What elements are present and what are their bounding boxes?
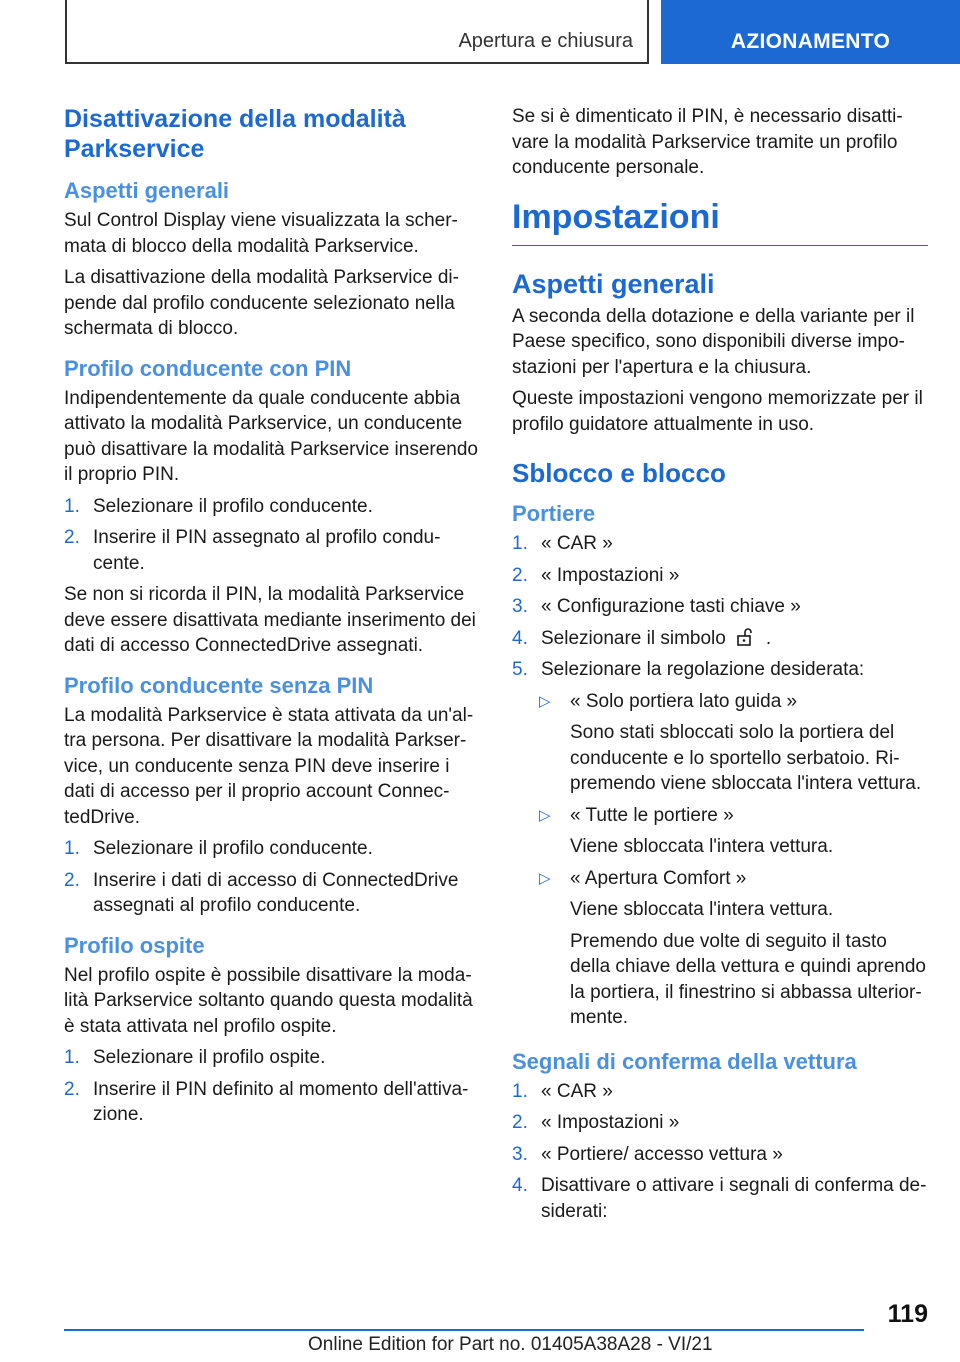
option-item [512, 866, 928, 892]
list-item-text: Selezionare il profilo conducente. [93, 838, 373, 859]
numbered-list [512, 1079, 928, 1225]
list-number: 4. [512, 1175, 528, 1196]
header-chapter-tab [661, 0, 960, 64]
list-item [512, 594, 928, 620]
list-number: 1. [512, 533, 528, 554]
list-item [64, 868, 478, 919]
paragraph: La disattivazione della modalità Parkservice di-pende dal profilo conducente selezionato nella schermata di blocco. [64, 267, 459, 339]
list-item [512, 531, 928, 557]
list-item [64, 836, 478, 862]
list-number: 1. [512, 1080, 528, 1102]
option-label: « Solo portiera lato guida » [570, 690, 798, 712]
list-item-text: « Impostazioni » [541, 564, 680, 586]
option-item [512, 803, 928, 829]
paragraph: Nel profilo ospite è possibile disattivare la moda-lità Parkservice soltanto quando questa modalità è stata attivata nel profilo ospite. [64, 964, 473, 1037]
paragraph: Se si è dimenticato il PIN, è necessario disatti-vare la modalità Parkservice tramite un profilo conducente personale. [512, 106, 903, 178]
list-number: 3. [512, 1143, 528, 1165]
header-chapter-title: AZIONAMENTO [730, 30, 891, 53]
subsection-heading: Segnali di conferma della vettura [512, 1048, 857, 1074]
paragraph: Indipendentemente da quale conducente abbia attivato la modalità Parkservice, un conducente può disattivare la modalità Parkservice inserendo il proprio PIN. [64, 387, 478, 485]
option-description: Sono stati sbloccati solo la portiera del conducente e lo sportello serbatoio. Ri-premendo viene sbloccata l'intera vettura. [570, 722, 922, 794]
option-description: Premendo due volte di seguito il tasto della chiave della vettura e quindi aprendo la portiera, il finestrino si abbassa ulterior-mente. [570, 930, 926, 1028]
list-number: 1. [64, 838, 80, 859]
option-item [512, 689, 928, 715]
list-item-text: . [765, 627, 772, 649]
chapter-title: Impostazioni [512, 197, 928, 246]
option-list [512, 689, 928, 1031]
list-item-text: « Portiere/ accesso vettura » [541, 1143, 783, 1165]
list-item-text: Selezionare il simbolo [541, 627, 726, 649]
list-item-text: Inserire il PIN assegnato al profilo condu-cente. [93, 527, 441, 574]
numbered-list [512, 531, 928, 683]
option-description: Viene sbloccata l'intera vettura. [570, 899, 834, 920]
header-section-title: Apertura e chiusura [458, 30, 633, 52]
subsection-heading: Aspetti generali [64, 178, 230, 203]
numbered-list [64, 1045, 478, 1128]
list-item [512, 1110, 928, 1136]
list-number: 3. [512, 596, 528, 617]
list-item-text: « Impostazioni » [541, 1112, 680, 1133]
paragraph: A seconda della dotazione e della variante per il Paese specifico, sono disponibili diverse impo-stazioni per l'apertura e la chiusura. [512, 305, 915, 378]
list-item-text: Selezionare il profilo conducente. [93, 495, 373, 517]
list-number: 2. [64, 869, 80, 891]
footer-divider [64, 1329, 864, 1331]
footer-edition: Online Edition for Part no. 01405A38A28 - VI/21 [308, 1334, 713, 1355]
paragraph: La modalità Parkservice è stata attivata da un'al-tra persona. Per disattivare la modalità Parkser-vice, un conducente senza PIN deve inserire i dati di accesso per il proprio account Connec-tedDrive. [64, 704, 474, 828]
list-item [64, 1045, 478, 1071]
list-item [64, 494, 478, 520]
list-item [512, 1142, 928, 1168]
option-label: « Apertura Comfort » [570, 867, 747, 889]
list-number: 1. [64, 1047, 80, 1068]
list-item-text: Disattivare o attivare i segnali di conferma de-siderati: [541, 1175, 927, 1222]
subsection-heading: Profilo ospite [64, 932, 205, 958]
option-description: Viene sbloccata l'intera vettura. [570, 836, 834, 857]
list-number: 2. [512, 564, 528, 586]
list-number: 2. [64, 527, 80, 548]
section-title: Disattivazione della modalità Parkservice [64, 105, 406, 163]
list-item [64, 525, 478, 576]
list-item-text: Inserire il PIN definito al momento dell'attiva-zione. [93, 1078, 469, 1125]
paragraph: Queste impostazioni vengono memorizzate per il profilo guidatore attualmente in uso. [512, 388, 923, 435]
list-number: 2. [512, 1112, 528, 1133]
triangle-right-icon: ▷ [539, 806, 551, 824]
triangle-right-icon: ▷ [539, 869, 551, 887]
paragraph: Se non si ricorda il PIN, la modalità Parkservice deve essere disattivata mediante inserimento dei dati di accesso ConnectedDrive assegnati. [64, 584, 476, 656]
list-number: 1. [64, 495, 80, 517]
numbered-list [64, 836, 478, 919]
list-number: 2. [64, 1078, 80, 1100]
unlock-icon [734, 627, 754, 647]
list-item-text: Selezionare il profilo ospite. [93, 1047, 326, 1068]
list-item [512, 657, 928, 683]
list-item-text: « CAR » [541, 533, 613, 554]
list-item [512, 563, 928, 589]
list-item-text: « Configurazione tasti chiave » [541, 596, 801, 617]
subsection-heading: Profilo conducente senza PIN [64, 672, 374, 698]
list-item [512, 1173, 928, 1224]
list-item [64, 1077, 478, 1128]
triangle-right-icon: ▷ [539, 692, 551, 710]
list-item-text: Inserire i dati di accesso di ConnectedDrive assegnati al profilo conducente. [93, 869, 459, 916]
numbered-list [64, 494, 478, 577]
list-number: 4. [512, 627, 528, 649]
option-label: « Tutte le portiere » [570, 804, 734, 826]
section-title: Sblocco e blocco [512, 458, 726, 488]
list-item [512, 1079, 928, 1105]
list-item [512, 626, 928, 652]
paragraph: Sul Control Display viene visualizzata la scher-mata di blocco della modalità Parkservice. [64, 210, 458, 257]
section-title: Aspetti generali [512, 268, 715, 299]
list-number: 5. [512, 659, 528, 680]
subsection-heading: Profilo conducente con PIN [64, 355, 352, 381]
list-item-text: Selezionare la regolazione desiderata: [541, 659, 865, 680]
header-section-box [65, 0, 649, 64]
list-item-text: « CAR » [541, 1080, 613, 1102]
left-column [64, 104, 478, 1134]
page-number: 119 [887, 1300, 928, 1328]
subsection-heading: Portiere [512, 501, 596, 526]
right-column [512, 104, 928, 1230]
